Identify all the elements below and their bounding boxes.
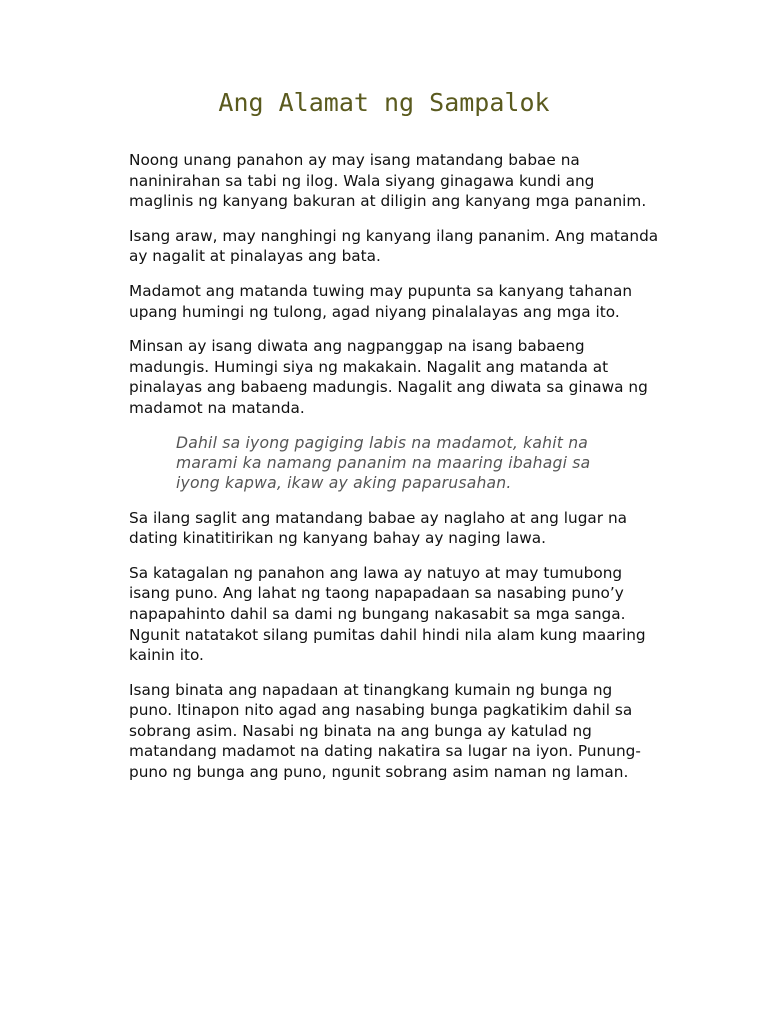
paragraph-7: Isang binata ang napadaan at tinangkang kumain ng bunga ng puno. Itinapon nito agad ang nasabing bunga pagkatikim dahil sa sobrang asim. Nasabi ng binata na ang bunga ay katulad ng matandang madamot na dating nakatira sa lugar na iyon. Punung-puno ng bunga ang puno, ngunit sobrang asim naman ng laman. <box>129 680 641 782</box>
paragraph-1: Noong unang panahon ay may isang matandang babae na naninirahan sa tabi ng ilog. Wala siyang ginagawa kundi ang maglinis ng kanyang bakuran at diligin ang kanyang mga pananim. <box>129 151 647 211</box>
paragraph-3: Madamot ang matanda tuwing may pupunta sa kanyang tahanan upang humingi ng tulong, agad niyang pinalalayas ang mga ito. <box>129 281 633 321</box>
paragraph-6: Sa katagalan ng panahon ang lawa ay natuyo at may tumubong isang puno. Ang lahat ng taong napapadaan sa nasabing puno’y napapahinto dahil sa dami ng bungang nakasabit sa mga sanga. Ngunit natatakot silang pumitas dahil hindi nila alam kung maaring kainin ito. <box>129 563 646 665</box>
document-body <box>129 150 659 797</box>
paragraph-2: Isang araw, may nanghingi ng kanyang ilang pananim. Ang matanda ay nagalit at pinalayas ang bata. <box>129 226 659 266</box>
paragraph-4: Minsan ay isang diwata ang nagpanggap na isang babaeng madungis. Humingi siya ng makakain. Nagalit ang matanda at pinalayas ang babaeng madungis. Nagalit ang diwata sa ginawa ng madamot na matanda. <box>129 337 648 417</box>
paragraph-5: Sa ilang saglit ang matandang babae ay naglaho at ang lugar na dating kinatitirikan ng kanyang bahay ay naging lawa. <box>129 508 628 548</box>
block-quote: Dahil sa iyong pagiging labis na madamot, kahit na marami ka namang pananim na maaring ibahagi sa iyong kapwa, ikaw ay aking paparusahan. <box>176 433 591 492</box>
document-title: Ang Alamat ng Sampalok <box>218 88 550 117</box>
